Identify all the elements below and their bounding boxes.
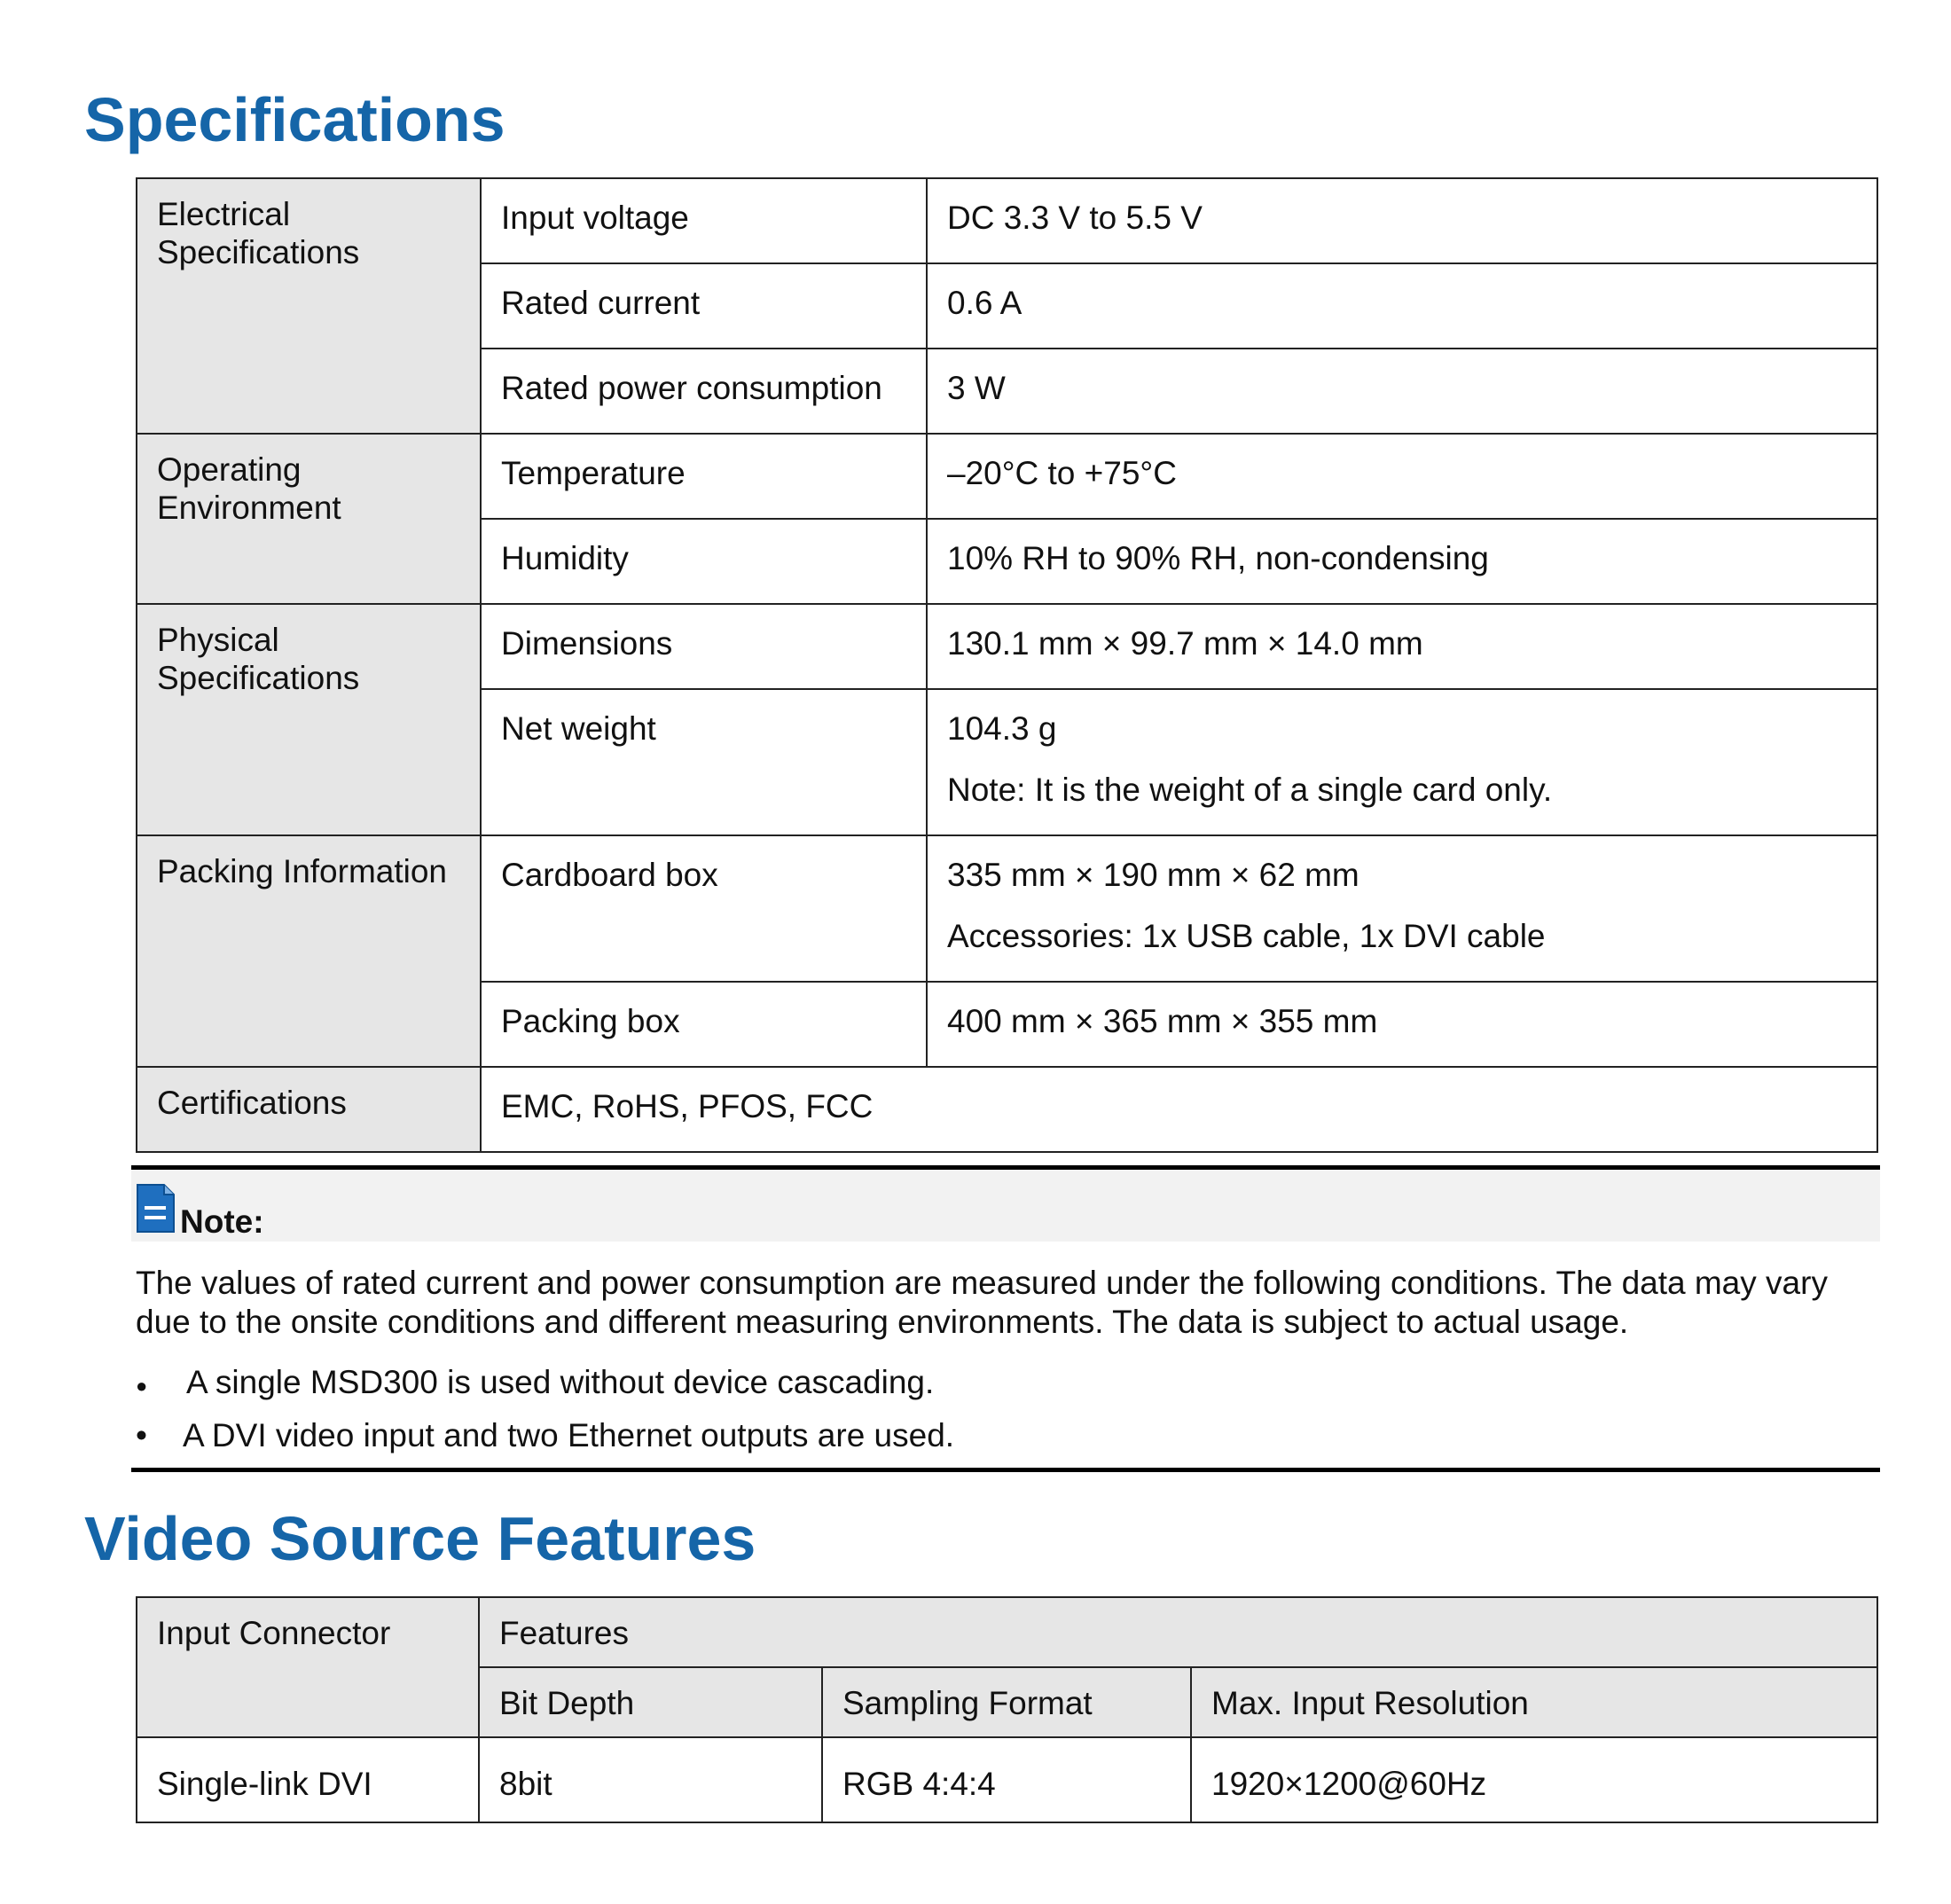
- cell-connector: Single-link DVI: [137, 1737, 479, 1822]
- spec-item-value: 10% RH to 90% RH, non-condensing: [927, 519, 1877, 604]
- spec-item-value: 104.3 g: [947, 710, 1057, 747]
- cell-max-input-resolution: 1920×1200@60Hz: [1191, 1737, 1877, 1822]
- header-bit-depth: Bit Depth: [479, 1667, 822, 1737]
- video-source-table: [136, 1596, 1878, 1823]
- header-input-connector: Input Connector: [137, 1597, 479, 1737]
- spec-item-note: Accessories: 1x USB cable, 1x DVI cable: [947, 918, 1546, 954]
- spec-item-label: Dimensions: [481, 604, 927, 689]
- cell-sampling-format: RGB 4:4:4: [822, 1737, 1191, 1822]
- header-features: Features: [479, 1597, 1877, 1667]
- group-label-packing: Packing Information: [137, 835, 481, 1067]
- table-row: [137, 835, 1877, 982]
- document-note-icon: [135, 1183, 176, 1234]
- table-row: [137, 434, 1877, 519]
- certifications-value: EMC, RoHS, PFOS, FCC: [481, 1067, 1877, 1152]
- table-header-row: [137, 1597, 1877, 1667]
- spec-item-label: Rated power consumption: [481, 349, 927, 434]
- spec-item-label: Input voltage: [481, 178, 927, 263]
- specifications-table: [136, 177, 1878, 1153]
- note-body-text: The values of rated current and power consumption are measured under the following conditions. The data may vary due to the onsite conditions and different measuring environments. The data is subject to actual usage.: [136, 1265, 1828, 1340]
- spec-item-value: –20°C to +75°C: [927, 434, 1877, 519]
- bullet-dot: •: [136, 1417, 147, 1453]
- spec-item-label: Temperature: [481, 434, 927, 519]
- table-row: [137, 604, 1877, 689]
- table-row: [137, 178, 1877, 263]
- spec-item-value-cell: [927, 689, 1877, 835]
- note-bullet-text: A single MSD300 is used without device cascading.: [186, 1364, 935, 1400]
- spec-item-note: Note: It is the weight of a single card only.: [947, 772, 1553, 808]
- note-bullet-text: A DVI video input and two Ethernet outputs are used.: [183, 1417, 955, 1453]
- note-label: Note:: [180, 1203, 264, 1240]
- spec-item-value: 335 mm × 190 mm × 62 mm: [947, 857, 1359, 893]
- spec-item-value-cell: [927, 835, 1877, 982]
- group-label-operating-environment: Operating Environment: [137, 434, 481, 604]
- spec-item-value: DC 3.3 V to 5.5 V: [927, 178, 1877, 263]
- bullet-dot: ●: [136, 1375, 148, 1397]
- spec-item-label: Rated current: [481, 263, 927, 349]
- table-row: [137, 1737, 1877, 1822]
- group-label-electrical: Electrical Specifications: [137, 178, 481, 434]
- header-max-input-resolution: Max. Input Resolution: [1191, 1667, 1877, 1737]
- spec-item-label: Humidity: [481, 519, 927, 604]
- cell-bit-depth: 8bit: [479, 1737, 822, 1822]
- group-label-physical: Physical Specifications: [137, 604, 481, 835]
- table-row: [137, 1067, 1877, 1152]
- note-header-bar: [131, 1170, 1880, 1242]
- specifications-heading: Specifications: [84, 85, 505, 154]
- spec-item-label: Cardboard box: [481, 835, 927, 982]
- spec-item-value: 0.6 A: [927, 263, 1877, 349]
- header-sampling-format: Sampling Format: [822, 1667, 1191, 1737]
- spec-item-label: Net weight: [481, 689, 927, 835]
- spec-item-value: 400 mm × 365 mm × 355 mm: [927, 982, 1877, 1067]
- spec-item-value: 130.1 mm × 99.7 mm × 14.0 mm: [927, 604, 1877, 689]
- spec-item-value: 3 W: [927, 349, 1877, 434]
- group-label-certifications: Certifications: [137, 1067, 481, 1152]
- spec-item-label: Packing box: [481, 982, 927, 1067]
- note-bottom-rule: [131, 1468, 1880, 1472]
- video-source-heading: Video Source Features: [84, 1504, 756, 1573]
